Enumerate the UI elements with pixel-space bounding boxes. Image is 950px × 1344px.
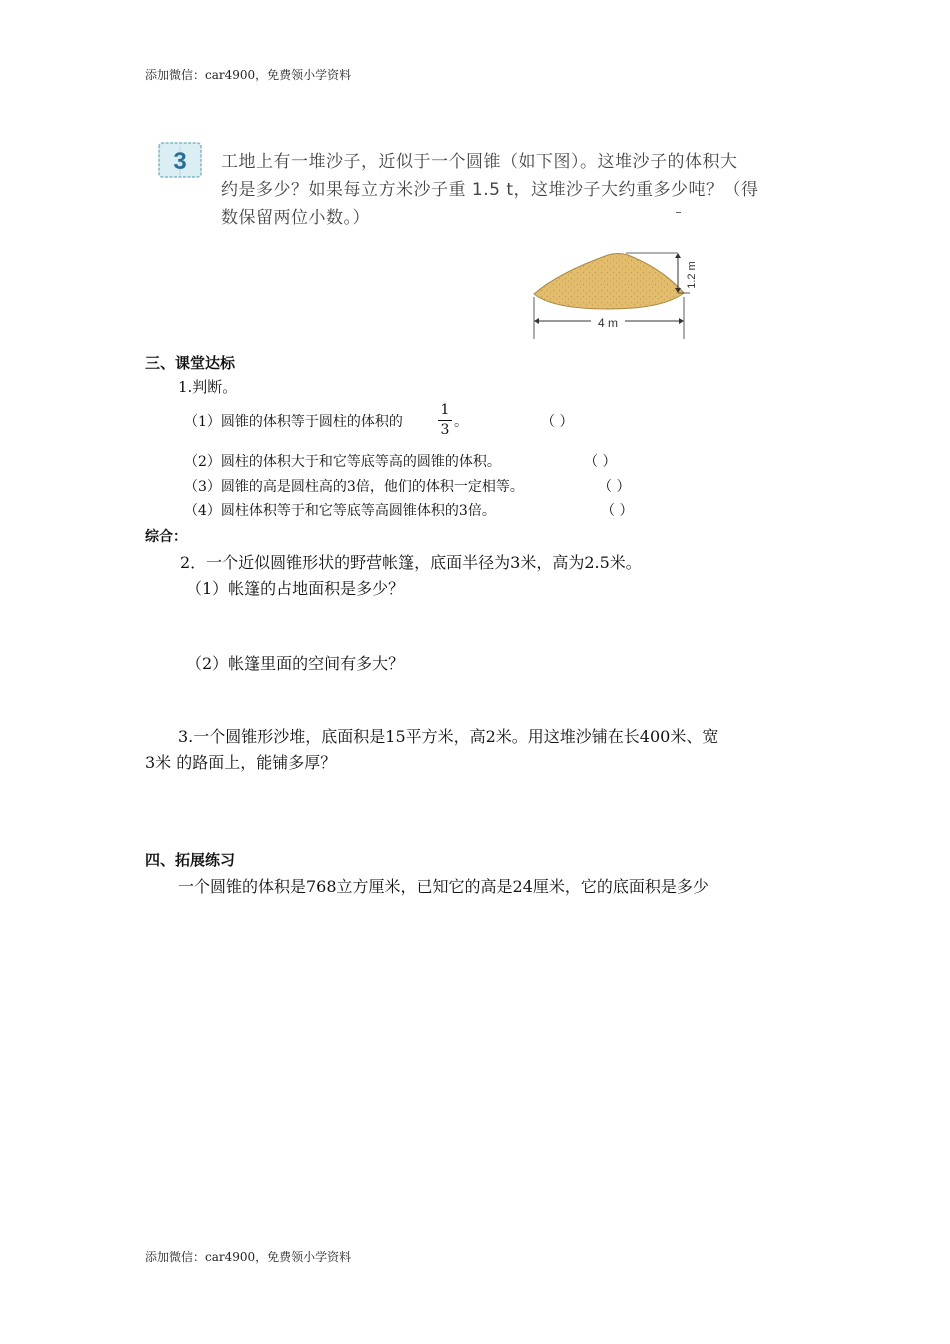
question-2-sub-2: （2）帐篷里面的空间有多大？ bbox=[186, 654, 405, 673]
example-number: 3 bbox=[173, 148, 187, 175]
judge-title: 1.判断。 bbox=[178, 378, 238, 396]
height-label: 1.2 m bbox=[686, 261, 698, 289]
judge-item-1 bbox=[184, 411, 403, 431]
judge-item-3: （3）圆锥的高是圆柱高的3倍，他们的体积一定相等。 bbox=[184, 479, 524, 495]
stray-mark bbox=[676, 212, 681, 213]
answer-blank-4[interactable]: （ ） bbox=[601, 503, 634, 519]
fraction-numerator: 1 bbox=[438, 401, 452, 421]
section-4-title: 四、拓展练习 bbox=[145, 851, 236, 869]
extension-question: 一个圆锥的体积是768立方厘米，已知它的高是24厘米，它的底面积是多少 bbox=[178, 877, 709, 896]
question-3-line-1: 3.一个圆锥形沙堆，底面积是15平方米，高2米。用这堆沙铺在长400米、宽 bbox=[178, 727, 719, 746]
example-text-line-1: 工地上有一堆沙子，近似于一个圆锥（如下图）。这堆沙子的体积大 bbox=[221, 152, 738, 172]
judge-item-4: （4）圆柱体积等于和它等底等高圆锥体积的3倍。 bbox=[184, 503, 496, 519]
question-2-stem: 2．一个近似圆锥形状的野营帐篷，底面半径为3米，高为2.5米。 bbox=[180, 553, 642, 572]
answer-blank-3[interactable]: （ ） bbox=[598, 479, 631, 495]
judge-item-1-text: （1）圆锥的体积等于圆柱的体积的 bbox=[184, 414, 403, 430]
comprehensive-label: 综合： bbox=[145, 529, 187, 545]
example-text-line-2: 约是多少？如果每立方米沙子重 1.5 t，这堆沙子大约重多少吨？（得 bbox=[221, 180, 759, 200]
answer-blank-2[interactable]: （ ） bbox=[584, 454, 617, 470]
example-number-badge bbox=[156, 141, 204, 179]
sand-cone-figure bbox=[528, 247, 708, 345]
section-3-title: 三、课堂达标 bbox=[145, 354, 236, 372]
fraction-one-third bbox=[438, 401, 452, 439]
answer-blank-1[interactable]: （ ） bbox=[541, 414, 574, 430]
base-label: 4 m bbox=[597, 316, 619, 330]
page-header: 添加微信：car4900，免费领小学资料 bbox=[145, 68, 352, 82]
example-text-line-3: 数保留两位小数。） bbox=[221, 208, 370, 228]
question-3-line-2: 3米 的路面上，能铺多厚？ bbox=[145, 753, 337, 772]
page-footer: 添加微信：car4900，免费领小学资料 bbox=[145, 1250, 352, 1264]
judge-item-2: （2）圆柱的体积大于和它等底等高的圆锥的体积。 bbox=[184, 454, 501, 470]
question-2-sub-1: （1）帐篷的占地面积是多少？ bbox=[186, 579, 405, 598]
judge-item-1-suffix: 。 bbox=[454, 414, 468, 430]
fraction-denominator: 3 bbox=[440, 422, 450, 438]
